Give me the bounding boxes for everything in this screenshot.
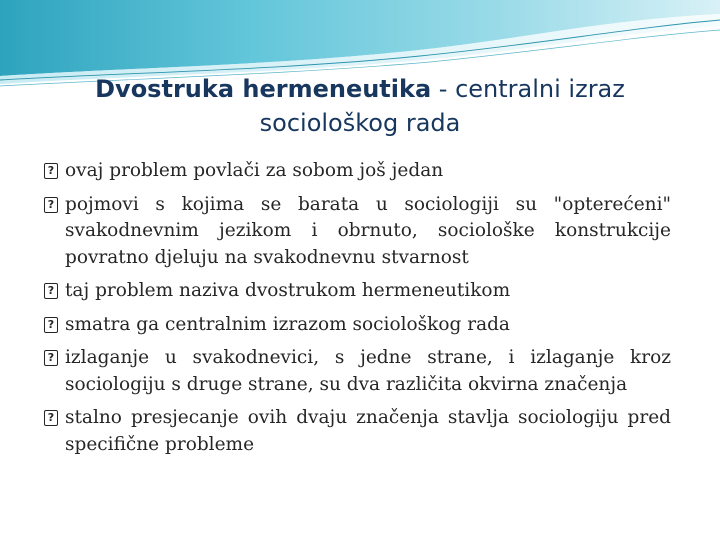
replacement-character-icon: ? <box>44 283 58 299</box>
list-item <box>44 278 671 305</box>
slide-title <box>40 72 680 140</box>
list-item-text: ovaj problem povlači za sobom još jedan <box>65 160 444 181</box>
replacement-character-icon: ? <box>44 350 58 366</box>
list-item <box>44 192 671 272</box>
list-item-text: stalno presjecanje ovih dvaju značenja stavlja sociologiju pred specifične probleme <box>65 407 671 455</box>
slide-title-bold: Dvostruka hermeneutika <box>95 75 432 103</box>
slide-title-rest: - centralni izraz sociološkog rada <box>259 75 625 137</box>
list-item <box>44 312 671 339</box>
list-item-text: smatra ga centralnim izrazom sociološkog rada <box>65 313 510 335</box>
list-item <box>44 405 671 458</box>
list-item-text: pojmovi s kojima se barata u sociologiji su "opterećeni" svakodnevnim jezikom i obrnuto, sociološke konstrukcije povratno djeluju na svakodnevnu stvarnost <box>65 193 671 268</box>
replacement-character-icon: ? <box>44 197 58 213</box>
bullet-list <box>44 158 671 465</box>
list-item <box>44 158 671 185</box>
replacement-character-icon: ? <box>44 163 58 179</box>
replacement-character-icon: ? <box>44 410 58 426</box>
replacement-character-icon: ? <box>44 317 58 333</box>
list-item-text: izlaganje u svakodnevici, s jedne strane, i izlaganje kroz sociologiju s druge strane, su dva različita okvirna značenja <box>65 347 671 395</box>
list-item-text: taj problem naziva dvostrukom hermeneutikom <box>65 280 511 301</box>
list-item <box>44 345 671 398</box>
